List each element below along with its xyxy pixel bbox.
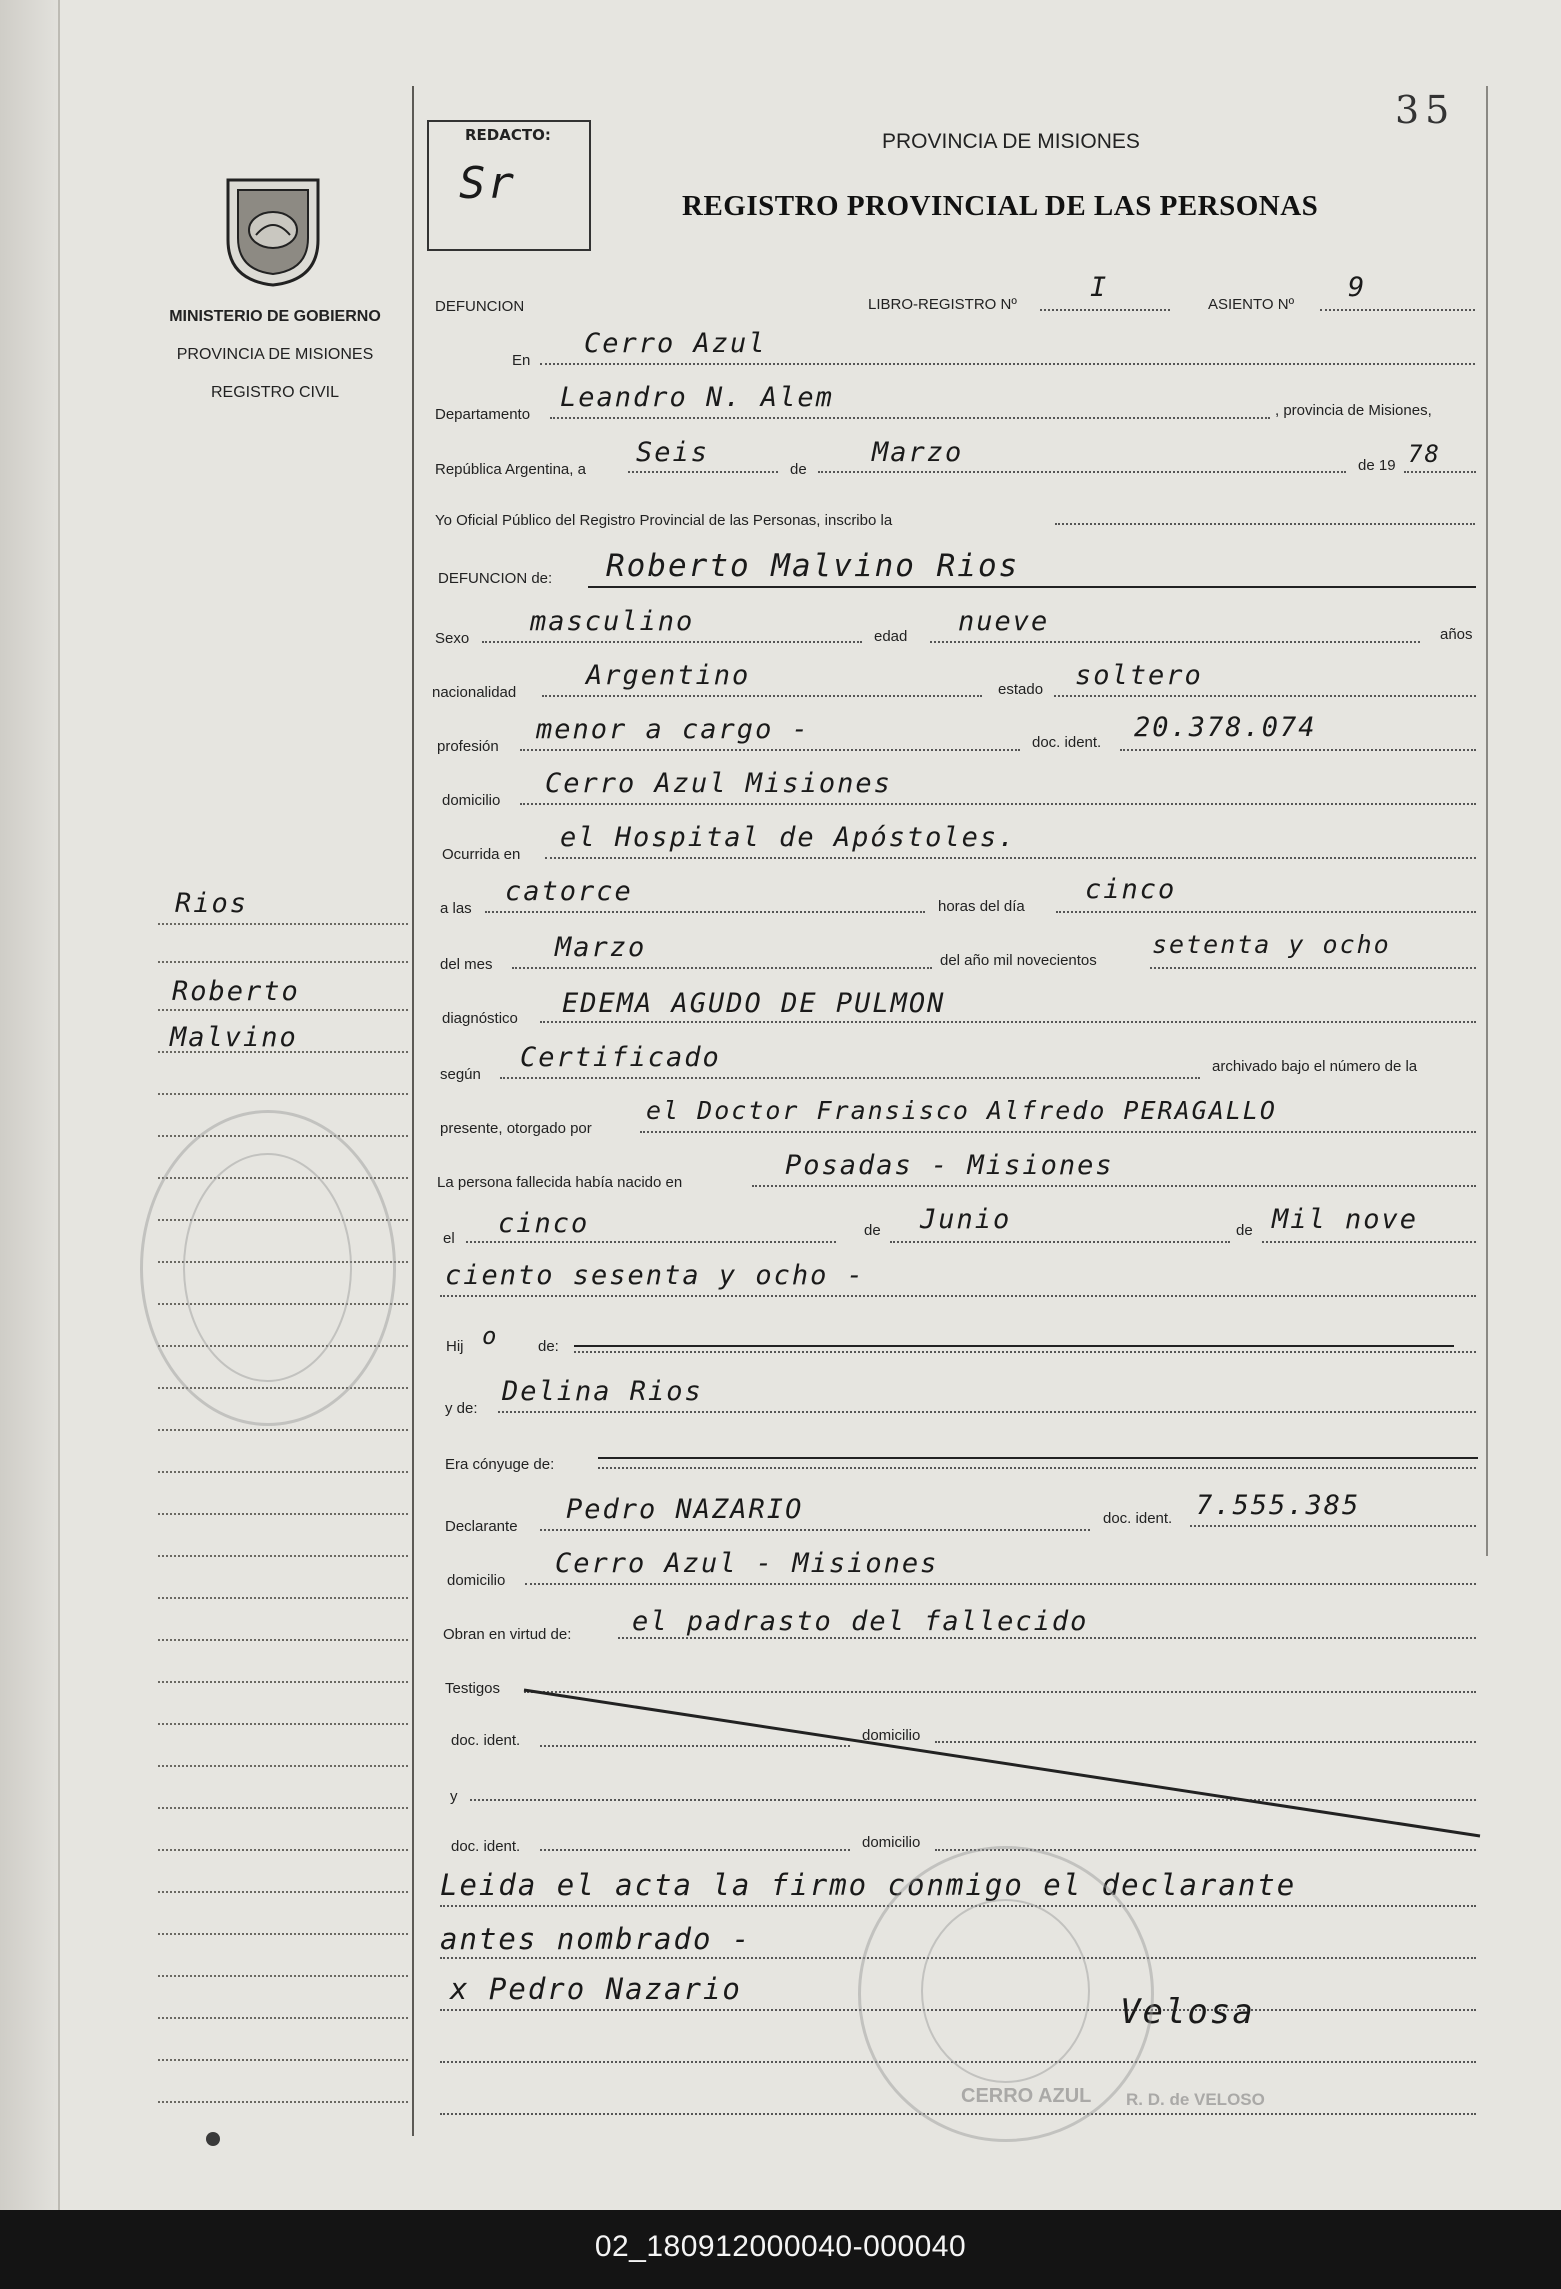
del-ano-label: del año mil novecientos xyxy=(940,952,1097,969)
ministry-seal-logo xyxy=(218,170,328,290)
nac-mes-value: Junio xyxy=(920,1204,1012,1235)
diagnostico-line xyxy=(540,1020,1476,1023)
registry-stamp-left xyxy=(140,1110,396,1426)
obran-label: Obran en virtud de: xyxy=(443,1626,572,1643)
margin-line xyxy=(158,960,408,963)
header-province: PROVINCIA DE MISIONES xyxy=(882,130,1140,153)
defuncion-de-label: DEFUNCION de: xyxy=(438,570,553,587)
scan-footer xyxy=(0,2210,1561,2289)
sexo-label: Sexo xyxy=(435,630,470,647)
ocurrida-value: el Hospital de Apóstoles. xyxy=(560,822,1017,853)
place-value: Cerro Azul xyxy=(584,328,767,359)
registry-stamp-bottom xyxy=(858,1846,1154,2142)
profesion-line xyxy=(520,748,1020,751)
ocurrida-label: Ocurrida en xyxy=(442,846,521,863)
edad-label: edad xyxy=(874,628,908,645)
margin-line xyxy=(158,1050,408,1053)
dia-muerte-line xyxy=(1056,910,1476,913)
declarante-line xyxy=(540,1528,1090,1531)
margin-line xyxy=(158,1722,408,1725)
estado-label: estado xyxy=(998,681,1044,698)
ministry-name: MINISTERIO DE GOBIERNO xyxy=(169,308,381,325)
segun-label: según xyxy=(440,1066,481,1083)
nac-continuation-line xyxy=(440,1294,1476,1297)
margin-line xyxy=(158,1554,408,1557)
header-title: REGISTRO PROVINCIAL DE LAS PERSONAS xyxy=(682,190,1319,222)
testigo2-domicilio-label: domicilio xyxy=(862,1834,921,1851)
ocurrida-line xyxy=(545,856,1476,859)
nac-de-label-1: de xyxy=(864,1222,881,1239)
mes-muerte-value: Marzo xyxy=(555,932,647,963)
margin-line xyxy=(158,922,408,925)
margin-line xyxy=(158,1848,408,1851)
horas-label: horas del día xyxy=(938,898,1025,915)
otorgado-value: el Doctor Fransisco Alfredo PERAGALLO xyxy=(646,1096,1277,1125)
margin-name-1: Roberto xyxy=(172,976,300,1007)
edad-value: nueve xyxy=(958,606,1050,637)
official-signature: Velosa xyxy=(1120,1992,1255,2032)
margin-line xyxy=(158,1890,408,1893)
conyuge-line xyxy=(598,1466,1476,1469)
ano-value: 78 xyxy=(1408,440,1441,468)
profesion-label: profesión xyxy=(437,738,499,755)
de-label: de xyxy=(790,461,807,478)
estado-line xyxy=(1054,694,1476,697)
asiento-label: ASIENTO Nº xyxy=(1208,296,1295,313)
presente-label: presente, otorgado por xyxy=(440,1120,592,1137)
madre-line xyxy=(498,1410,1476,1413)
redacto-initials: Sr xyxy=(459,158,516,209)
margin-line xyxy=(158,1764,408,1767)
mes-value: Marzo xyxy=(872,437,964,468)
right-border xyxy=(1486,86,1488,1556)
mes-muerte-line xyxy=(512,966,932,969)
decl-domicilio-value: Cerro Azul - Misiones xyxy=(555,1548,939,1579)
nacionalidad-line xyxy=(542,694,982,697)
margin-line xyxy=(158,1680,408,1683)
hora-line xyxy=(485,910,925,913)
margin-line xyxy=(158,2016,408,2019)
declarante-label: Declarante xyxy=(445,1518,518,1535)
domicilio-label: domicilio xyxy=(442,792,501,809)
archivado-label: archivado bajo el número de la xyxy=(1212,1058,1418,1075)
segun-value: Certificado xyxy=(520,1042,721,1073)
decl-doc-label: doc. ident. xyxy=(1103,1510,1173,1527)
ano-line xyxy=(1404,470,1476,473)
diagnostico-value: EDEMA AGUDO DE PULMON xyxy=(562,988,946,1019)
testigo1-doc-label: doc. ident. xyxy=(451,1732,521,1749)
margin-line xyxy=(158,1932,408,1935)
hij-label: Hij xyxy=(446,1338,464,1355)
domicilio-value: Cerro Azul Misiones xyxy=(545,768,892,799)
margin-line xyxy=(158,1470,408,1473)
testigo2-doc-label: doc. ident. xyxy=(451,1838,521,1855)
dia-value: Seis xyxy=(636,437,710,468)
margin-line xyxy=(158,1806,408,1809)
asiento-value: 9 xyxy=(1348,272,1367,303)
margin-line xyxy=(158,1974,408,1977)
nac-ano-line xyxy=(1262,1240,1476,1243)
stamp-place: CERRO AZUL xyxy=(961,2085,1092,2107)
nac-dia-line xyxy=(466,1240,836,1243)
estado-value: soltero xyxy=(1075,660,1203,691)
testigo2-doc-line xyxy=(540,1848,850,1851)
segun-line xyxy=(500,1076,1200,1079)
doc-value: 20.378.074 xyxy=(1134,712,1317,743)
nacionalidad-label: nacionalidad xyxy=(432,684,517,701)
margin-surname: Rios xyxy=(175,888,249,919)
a-las-label: a las xyxy=(440,900,472,917)
decl-domicilio-label: domicilio xyxy=(447,1572,506,1589)
libro-line xyxy=(1040,308,1170,311)
margin-line xyxy=(158,2100,408,2103)
sexo-value: masculino xyxy=(530,606,695,637)
testigo2-y-label: y xyxy=(450,1788,458,1805)
margin-line xyxy=(158,1008,408,1011)
margin-line xyxy=(158,2058,408,2061)
padre-strike-line xyxy=(574,1344,1454,1347)
doc-label: doc. ident. xyxy=(1032,734,1102,751)
margin-line xyxy=(158,1428,408,1431)
nacido-line xyxy=(752,1184,1476,1187)
nac-de-label-2: de xyxy=(1236,1222,1253,1239)
departamento-line xyxy=(550,416,1270,419)
nac-mes-line xyxy=(890,1240,1230,1243)
dia-line xyxy=(628,470,778,473)
registry-stamp-bottom-inner xyxy=(921,1899,1090,2083)
y-de-label: y de: xyxy=(445,1400,478,1417)
ministry-registry: REGISTRO CIVIL xyxy=(210,384,340,401)
act-type-label: DEFUNCION xyxy=(435,298,525,315)
registry-stamp-inner xyxy=(183,1153,352,1382)
conyuge-strike-line xyxy=(598,1456,1478,1459)
closing-text-1: Leida el acta la firmo conmigo el declarante xyxy=(440,1868,1297,1902)
domicilio-line xyxy=(520,802,1476,805)
book-spine xyxy=(0,0,60,2210)
profesion-value: menor a cargo - xyxy=(536,714,810,745)
redacto-box xyxy=(427,120,591,251)
en-line xyxy=(540,362,1475,365)
asiento-line xyxy=(1320,308,1475,311)
decl-doc-value: 7.555.385 xyxy=(1196,1490,1361,1521)
en-label: En xyxy=(512,352,531,369)
conyuge-label: Era cónyuge de: xyxy=(445,1456,555,1473)
nacido-value: Posadas - Misiones xyxy=(785,1150,1114,1181)
republica-label: República Argentina, a xyxy=(435,461,586,478)
padre-line xyxy=(574,1350,1476,1353)
margin-line xyxy=(158,1596,408,1599)
testigo1-domicilio-label: domicilio xyxy=(862,1727,921,1744)
margin-name-2: Malvino xyxy=(170,1022,298,1053)
departamento-value: Leandro N. Alem xyxy=(560,382,834,413)
edad-line xyxy=(930,640,1420,643)
yo-oficial-label: Yo Oficial Público del Registro Provincial de las Personas, inscribo la xyxy=(435,512,893,529)
madre-value: Delina Rios xyxy=(502,1376,703,1407)
scan-id: 02_180912000040-000040 xyxy=(594,2230,967,2263)
margin-line xyxy=(158,1512,408,1515)
nombre-line xyxy=(588,585,1476,588)
stamp-officer-name: R. D. de VELOSO xyxy=(1126,2090,1265,2109)
ano-muerte-value: setenta y ocho xyxy=(1152,930,1391,959)
obran-value: el padrasto del fallecido xyxy=(632,1606,1089,1637)
deceased-name: Roberto Malvino Rios xyxy=(606,548,1020,584)
nacionalidad-value: Argentino xyxy=(586,660,751,691)
hij-suffix: o xyxy=(482,1322,499,1350)
testigos-label: Testigos xyxy=(445,1680,501,1697)
doc-line xyxy=(1120,748,1476,751)
departamento-label: Departamento xyxy=(435,406,531,423)
margin-line xyxy=(158,1638,408,1641)
declarante-signature: x Pedro Nazario xyxy=(450,1972,742,2006)
yo-oficial-line xyxy=(1055,522,1475,525)
de19-label: de 19 xyxy=(1358,457,1396,474)
diagnostico-label: diagnóstico xyxy=(442,1010,518,1027)
presente-line xyxy=(640,1130,1476,1133)
provincia-label: , provincia de Misiones, xyxy=(1275,402,1432,419)
closing-text-2: antes nombrado - xyxy=(440,1922,752,1956)
nac-ano-value-2: ciento sesenta y ocho - xyxy=(445,1260,865,1291)
nacido-label: La persona fallecida había nacido en xyxy=(437,1174,683,1191)
ministry-province: PROVINCIA DE MISIONES xyxy=(176,346,374,363)
ano-muerte-line xyxy=(1150,966,1476,969)
dia-muerte-value: cinco xyxy=(1085,874,1177,905)
hij-de-label: de: xyxy=(538,1338,559,1355)
margin-line xyxy=(158,1092,408,1095)
hora-value: catorce xyxy=(505,876,633,907)
del-mes-label: del mes xyxy=(440,956,493,973)
mes-line xyxy=(818,470,1346,473)
nac-ano-value-1: Mil nove xyxy=(1272,1204,1419,1235)
nac-dia-value: cinco xyxy=(498,1208,590,1239)
testigos-cancel-stroke xyxy=(520,1686,1490,1846)
redacto-label: REDACTO: xyxy=(465,126,551,144)
libro-value: I xyxy=(1090,272,1109,303)
margin-divider xyxy=(412,86,414,2136)
decl-domicilio-line xyxy=(525,1582,1476,1585)
el-label: el xyxy=(443,1230,455,1247)
anos-label: años xyxy=(1440,626,1473,643)
declarante-value: Pedro NAZARIO xyxy=(566,1494,804,1525)
binding-hole xyxy=(206,2132,220,2146)
page-number: 35 xyxy=(1395,88,1456,132)
decl-doc-line xyxy=(1190,1524,1476,1527)
libro-label: LIBRO-REGISTRO Nº xyxy=(868,296,1017,313)
sexo-line xyxy=(482,640,862,643)
